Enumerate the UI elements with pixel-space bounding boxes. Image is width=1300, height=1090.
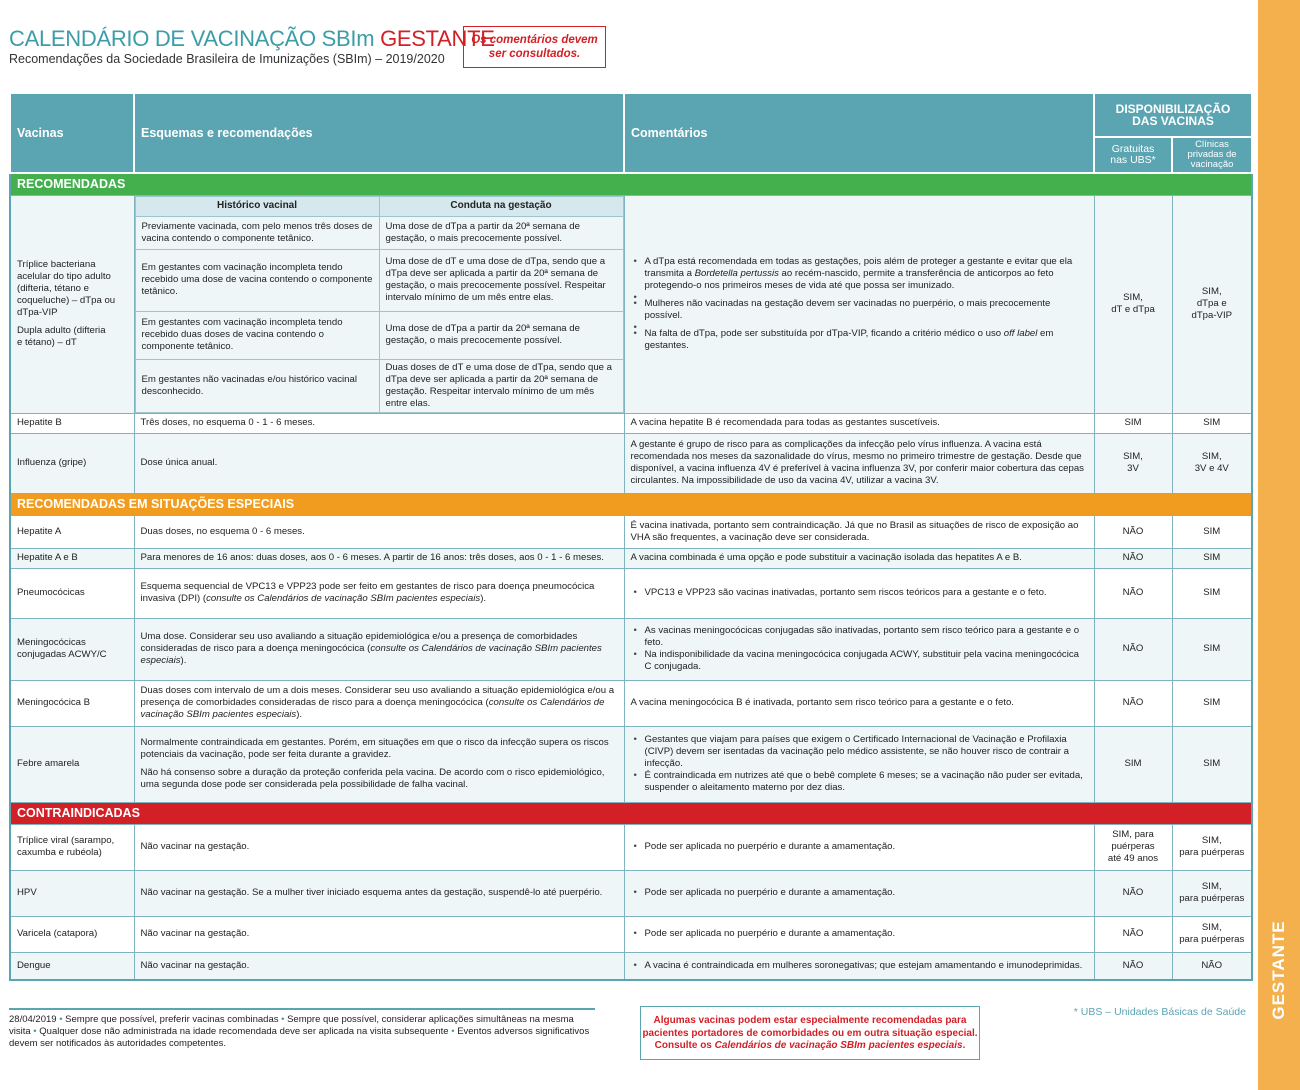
scheme-text: Duas doses com intervalo de um a dois meses. Considerar seu uso avaliando a situação epidemiológica e/ou a presença de comorbidades consideradas de risco para a doença meningocócica ( (140, 685, 615, 708)
ubs-line: até 49 anos (1107, 853, 1159, 864)
comments-cell (624, 870, 1094, 916)
clinic-line: SIM, (1201, 881, 1222, 892)
scheme-cell (134, 568, 624, 618)
clinic-line: para puérperas (1179, 893, 1245, 904)
inner-header-conduta: Conduta na gestação (379, 196, 623, 216)
scheme-italic: consulte os Calendários de vacinação SBIm pacientes especiais (140, 643, 602, 666)
ubs-cell: NÃO (1094, 952, 1172, 980)
gratuitas-line1: Gratuitas (1111, 143, 1155, 155)
bullet-icon: • (59, 1014, 63, 1025)
history-cell: Em gestantes com vacinação incompleta tendo recebido uma dose de vacina contendo o componente tetânico. (135, 249, 379, 311)
table-row-hpv (10, 870, 1252, 916)
comments-cell (624, 618, 1094, 680)
notice-italic: Calendários de vacinação SBIm pacientes especiais (714, 1040, 963, 1051)
vaccine-name (10, 618, 134, 680)
scheme-cell: Não vacinar na gestação. Se a mulher tiver iniciado esquema antes da gestação, suspendê-lo até puerpério. (134, 870, 624, 916)
notice-text: Consulte os (654, 1040, 715, 1051)
clinic-cell: SIM (1172, 726, 1252, 802)
ubs-cell: SIM (1094, 413, 1172, 433)
clinic-cell: SIM (1172, 568, 1252, 618)
footer-date: 28/04/2019 (9, 1014, 57, 1025)
scheme-text: Esquema sequencial de VPC13 e VPP23 pode ser feito em gestantes de risco para doença pneumocócica invasiva (DPI) ( (140, 581, 595, 604)
vaccine-name: Hepatite A (10, 515, 134, 548)
clinic-cell (1172, 870, 1252, 916)
comment-italic: Bordetella pertussis (694, 268, 779, 279)
vaccine-name-line: coqueluche) – dTpa ou (17, 295, 116, 306)
disp-line2: DAS VACINAS (1132, 114, 1214, 128)
scheme-cell (134, 726, 624, 802)
inner-header-historico: Histórico vacinal (135, 196, 379, 216)
scheme-cell: Para menores de 16 anos: duas doses, aos 0 - 6 meses. A partir de 16 anos: três doses, aos 0 - 1 - 6 meses. (134, 548, 624, 568)
clinic-line: SIM, (1201, 451, 1222, 462)
table-row-hepatite-ab (10, 548, 1252, 568)
vaccine-name: HPV (10, 870, 134, 916)
top-notice-line1: Os comentários devem (471, 34, 598, 46)
comment-italic: off label (1003, 328, 1038, 339)
vaccine-name: Hepatite B (10, 413, 134, 433)
table-row-triplice-viral (10, 824, 1252, 870)
section-label: CONTRAINDICADAS (10, 802, 1252, 824)
comments-cell (624, 952, 1094, 980)
clinic-cell: NÃO (1172, 952, 1252, 980)
comment-text: Na falta de dTpa, pode ser substituída por dTpa-VIP, ficando a critério médico o uso (644, 328, 1004, 339)
scheme-cell: Não vacinar na gestação. (134, 824, 624, 870)
section-contraindicadas (10, 802, 1252, 824)
clinic-cell: SIM (1172, 680, 1252, 726)
bottom-notice-box (640, 1006, 980, 1060)
clinic-cell: SIM (1172, 548, 1252, 568)
vaccine-name-line: Dupla adulto (difteria (17, 325, 106, 336)
table-row-influenza (10, 433, 1252, 493)
comments-cell: A vacina combinada é uma opção e pode substituir a vacinação isolada das hepatites A e B. (624, 548, 1094, 568)
comment-item: • Pode ser aplicada no puerpério e durante a amamentação. (645, 928, 1088, 940)
comment-item: • A vacina é contraindicada em mulheres soronegativas; que estejam amamentando e imunodeprimidas. (645, 960, 1088, 972)
footer-notes (9, 1008, 595, 1050)
vaccine-name (10, 195, 134, 413)
vaccine-name-line: dTpa-VIP (17, 307, 58, 318)
disp-line1: DISPONIBILIZAÇÃO (1115, 102, 1231, 116)
bottom-notice-line1: Algumas vacinas podem estar especialmente recomendadas para (653, 1015, 967, 1026)
scheme-italic: consulte os Calendários de vacinação SBIm pacientes especiais (206, 593, 481, 604)
ubs-cell (1094, 824, 1172, 870)
col-header-comentarios: Comentários (624, 93, 1094, 173)
comment-text: em gestantes. (644, 328, 1054, 351)
vaccine-name: Varicela (catapora) (10, 916, 134, 952)
table-row-meningococicas-acwy (10, 618, 1252, 680)
clinicas-line2: privadas de (1187, 149, 1237, 160)
section-label: RECOMENDADAS EM SITUAÇÕES ESPECIAIS (10, 493, 1252, 515)
comment-item: • Mulheres não vacinadas na gestação devem ser vacinadas no puerpério, o mais precocemente possível. (645, 298, 1088, 322)
clinicas-line3: vacinação (1190, 159, 1234, 170)
scheme-cell (134, 680, 624, 726)
col-header-vacinas: Vacinas (10, 93, 134, 173)
title-highlight: GESTANTE (380, 26, 495, 51)
scheme-text: Normalmente contraindicada em gestantes. Porém, em situações em que o risco da infecção supera os riscos potenciais da vacinação, pode ser feita durante a gravidez. (140, 737, 609, 760)
vaccine-name: Febre amarela (10, 726, 134, 802)
col-header-disponibilizacao (1094, 93, 1252, 137)
clinic-line: SIM, (1201, 922, 1222, 933)
vaccine-name-line: Tríplice bacteriana (17, 259, 96, 270)
clinic-cell: SIM (1172, 515, 1252, 548)
ubs-cell: NÃO (1094, 548, 1172, 568)
clinic-cell (1172, 824, 1252, 870)
top-notice-line2: ser consultados. (488, 48, 581, 60)
bullet-icon: • (281, 1014, 285, 1025)
title-main: CALENDÁRIO DE VACINAÇÃO SBIm (9, 26, 375, 51)
scheme-text: Não há consenso sobre a duração da proteção conferida pela vacina. De acordo com o risco epidemiológico, uma segunda dose pode ser considerada pela possibilidade de falha vacinal. (140, 767, 605, 790)
scheme-cell: Três doses, no esquema 0 - 1 - 6 meses. (134, 413, 624, 433)
section-label: RECOMENDADAS (10, 173, 1252, 195)
ubs-footnote: * UBS – Unidades Básicas de Saúde (1073, 1006, 1246, 1018)
side-tab-label: GESTANTE (1269, 920, 1288, 1020)
inner-history-table (135, 196, 624, 413)
conduct-cell: Uma dose de dT e uma dose de dTpa, sendo que a dTpa deve ser aplicada a partir da 20ª semana de gestação, o mais precocemente possível. Respeitar intervalo mínimo de um mês entre elas. (379, 249, 623, 311)
clinic-line: para puérperas (1179, 847, 1245, 858)
scheme-text: ). (480, 593, 487, 604)
ubs-cell: NÃO (1094, 916, 1172, 952)
ubs-cell: SIM (1094, 726, 1172, 802)
comments-cell (624, 568, 1094, 618)
comments-list (631, 256, 1088, 352)
scheme-cell (134, 195, 624, 413)
table-row-pneumococicas (10, 568, 1252, 618)
gratuitas-line2: nas UBS* (1110, 154, 1156, 166)
section-especiais (10, 493, 1252, 515)
bottom-notice-line3 (641, 1040, 979, 1053)
vaccine-name: Influenza (gripe) (10, 433, 134, 493)
notice-text: . (962, 1040, 966, 1051)
comment-item: • Gestantes que viajam para países que exigem o Certificado Internacional de Vacinação e Profilaxia (CIVP) devem ser isentadas da vacinação pelo médico assistente, se não houver risco de contrair a infecção. (645, 734, 1088, 770)
clinic-line: dTpa e (1196, 298, 1227, 309)
ubs-cell (1094, 195, 1172, 413)
clinic-line: dTpa-VIP (1191, 310, 1233, 321)
vaccine-name: Hepatite A e B (10, 548, 134, 568)
scheme-cell: Não vacinar na gestação. (134, 952, 624, 980)
vaccine-name-line: (difteria, tétano e (17, 283, 89, 294)
ubs-cell: NÃO (1094, 568, 1172, 618)
comment-item (645, 256, 1088, 292)
footer-note: Sempre que possível, preferir vacinas combinadas (65, 1014, 279, 1025)
footer-note: Sempre que possível, considerar aplicações simultâneas na mesma visita (9, 1014, 574, 1037)
top-notice-box (463, 26, 606, 68)
bullet-icon: • (33, 1026, 37, 1037)
footer-note: Eventos adversos significativos devem ser notificados às autoridades competentes. (9, 1026, 590, 1049)
comment-text: A dTpa está recomendada em todas as gestações, pois além de proteger a gestante e evitar que ela transmita a (644, 256, 1073, 279)
comments-cell: A gestante é grupo de risco para as complicações da infecção pelo vírus influenza. A vacina está recomendada nos meses da sazonalidade do vírus, mesmo no primeiro trimestre de gestação. Desde que disponível, a vacina influenza 4V é preferível à vacina influenza 3V, por conferir maior cobertura das cepas circulantes. Na impossibilidade de uso da vacina 4V, utilizar a vacina 3V. (624, 433, 1094, 493)
ubs-cell: NÃO (1094, 870, 1172, 916)
clinic-line: SIM, (1201, 286, 1222, 297)
ubs-line: SIM, (1123, 292, 1143, 303)
clinicas-line1: Clínicas (1195, 139, 1229, 150)
history-cell: Em gestantes não vacinadas e/ou histórico vacinal desconhecido. (135, 359, 379, 412)
comment-item (645, 328, 1088, 352)
comments-cell (624, 195, 1094, 413)
comment-text: ao recém-nascido, permite a transferência de anticorpos ao feto protegendo-o nos primeiros meses de vida até que possa ser imunizado. (644, 268, 1054, 291)
conduct-cell: Uma dose de dTpa a partir da 20ª semana de gestação, o mais precocemente possível. (379, 311, 623, 359)
ubs-line: SIM, (1123, 451, 1143, 462)
comments-cell: É vacina inativada, portanto sem contraindicação. Já que no Brasil as situações de risco de exposição ao VHA são frequentes, a vacinação deve ser considerada. (624, 515, 1094, 548)
clinic-cell: SIM (1172, 413, 1252, 433)
table-row-febre-amarela (10, 726, 1252, 802)
history-cell: Previamente vacinada, com pelo menos três doses de vacina contendo o componente tetânico. (135, 216, 379, 249)
scheme-cell: Dose única anual. (134, 433, 624, 493)
vaccine-name-line: caxumba e rubéola) (17, 847, 102, 858)
clinic-cell (1172, 916, 1252, 952)
bottom-notice-line2: pacientes portadores de comorbidades ou em outra situação especial. (642, 1027, 978, 1039)
comments-cell (624, 824, 1094, 870)
conduct-cell: Duas doses de dT e uma dose de dTpa, sendo que a dTpa deve ser aplicada a partir da 20ª semana de gestação. Respeitar intervalo mínimo de um mês entre elas. (379, 359, 623, 412)
comments-cell: A vacina meningocócica B é inativada, portanto sem risco teórico para a gestante e o feto. (624, 680, 1094, 726)
ubs-line: 3V (1127, 463, 1139, 474)
vaccine-name: Dengue (10, 952, 134, 980)
ubs-line: SIM, para (1112, 829, 1154, 840)
table-row-hepatite-a (10, 515, 1252, 548)
scheme-italic: consulte os Calendários de vacinação SBIm pacientes especiais (140, 697, 605, 720)
vaccine-name-line: conjugadas ACWY/C (17, 649, 107, 660)
vaccine-name-line: e tétano) – dT (17, 337, 77, 348)
side-tab (1258, 0, 1300, 1090)
ubs-cell (1094, 433, 1172, 493)
scheme-text: ). (180, 655, 187, 666)
vaccine-name (10, 824, 134, 870)
conduct-cell: Uma dose de dTpa a partir da 20ª semana de gestação, o mais precocemente possível. (379, 216, 623, 249)
ubs-cell: NÃO (1094, 515, 1172, 548)
clinic-line: para puérperas (1179, 934, 1245, 945)
comment-item: • As vacinas meningocócicas conjugadas são inativadas, portanto sem risco teórico para a gestante e o feto. (645, 625, 1088, 649)
vaccination-table (9, 92, 1253, 981)
scheme-text: ). (296, 709, 303, 720)
scheme-text: Uma dose. Considerar seu uso avaliando a situação epidemiológica e/ou a presença de comorbidades consideradas de risco para a doença meningocócica ( (140, 631, 578, 654)
clinic-cell (1172, 195, 1252, 413)
bullet-icon: • (451, 1026, 455, 1037)
clinic-line: 3V e 4V (1194, 463, 1229, 474)
ubs-cell: NÃO (1094, 680, 1172, 726)
clinic-cell: SIM (1172, 618, 1252, 680)
clinic-line: SIM, (1201, 835, 1222, 846)
vaccine-name-line: acelular do tipo adulto (17, 271, 111, 282)
history-cell: Em gestantes com vacinação incompleta tendo recebido duas doses de vacina contendo o componente tetânico. (135, 311, 379, 359)
comments-cell (624, 726, 1094, 802)
ubs-line: dT e dTpa (1111, 304, 1155, 315)
vaccine-name: Pneumocócicas (10, 568, 134, 618)
table-row-meningococica-b (10, 680, 1252, 726)
comments-cell: A vacina hepatite B é recomendada para todas as gestantes suscetíveis. (624, 413, 1094, 433)
ubs-cell: NÃO (1094, 618, 1172, 680)
page-title (9, 26, 495, 52)
comment-item: • Pode ser aplicada no puerpério e durante a amamentação. (645, 841, 1088, 853)
scheme-cell (134, 618, 624, 680)
scheme-cell: Duas doses, no esquema 0 - 6 meses. (134, 515, 624, 548)
comments-cell (624, 916, 1094, 952)
table-row-hepatite-b (10, 413, 1252, 433)
clinic-cell (1172, 433, 1252, 493)
table-row-triplice (10, 195, 1252, 413)
table-row-varicela (10, 916, 1252, 952)
comment-item: • É contraindicada em nutrizes até que o bebê complete 6 meses; se a vacinação não puder ser evitada, suspender o aleitamento materno por dez dias. (645, 770, 1088, 794)
vaccine-name-line: Meningocócicas (17, 637, 86, 648)
vaccine-name: Meningocócica B (10, 680, 134, 726)
ubs-line: puérperas (1111, 841, 1155, 852)
page-subtitle: Recomendações da Sociedade Brasileira de Imunizações (SBIm) – 2019/2020 (9, 52, 445, 66)
footer-note: Qualquer dose não administrada na idade recomendada deve ser aplicada na visita subsequente (39, 1026, 449, 1037)
vaccine-name-line: Tríplice viral (sarampo, (17, 835, 115, 846)
comment-item: • Pode ser aplicada no puerpério e durante a amamentação. (645, 887, 1088, 899)
col-header-clinicas (1172, 137, 1252, 173)
col-header-gratuitas (1094, 137, 1172, 173)
comment-item: • Na indisponibilidade da vacina meningocócica conjugada ACWY, substituir pela vacina meningocócica C conjugada. (645, 649, 1088, 673)
section-recomendadas (10, 173, 1252, 195)
table-row-dengue (10, 952, 1252, 980)
comment-item: • VPC13 e VPP23 são vacinas inativadas, portanto sem riscos teóricos para a gestante e o feto. (645, 587, 1088, 599)
scheme-cell: Não vacinar na gestação. (134, 916, 624, 952)
col-header-esquemas: Esquemas e recomendações (134, 93, 624, 173)
